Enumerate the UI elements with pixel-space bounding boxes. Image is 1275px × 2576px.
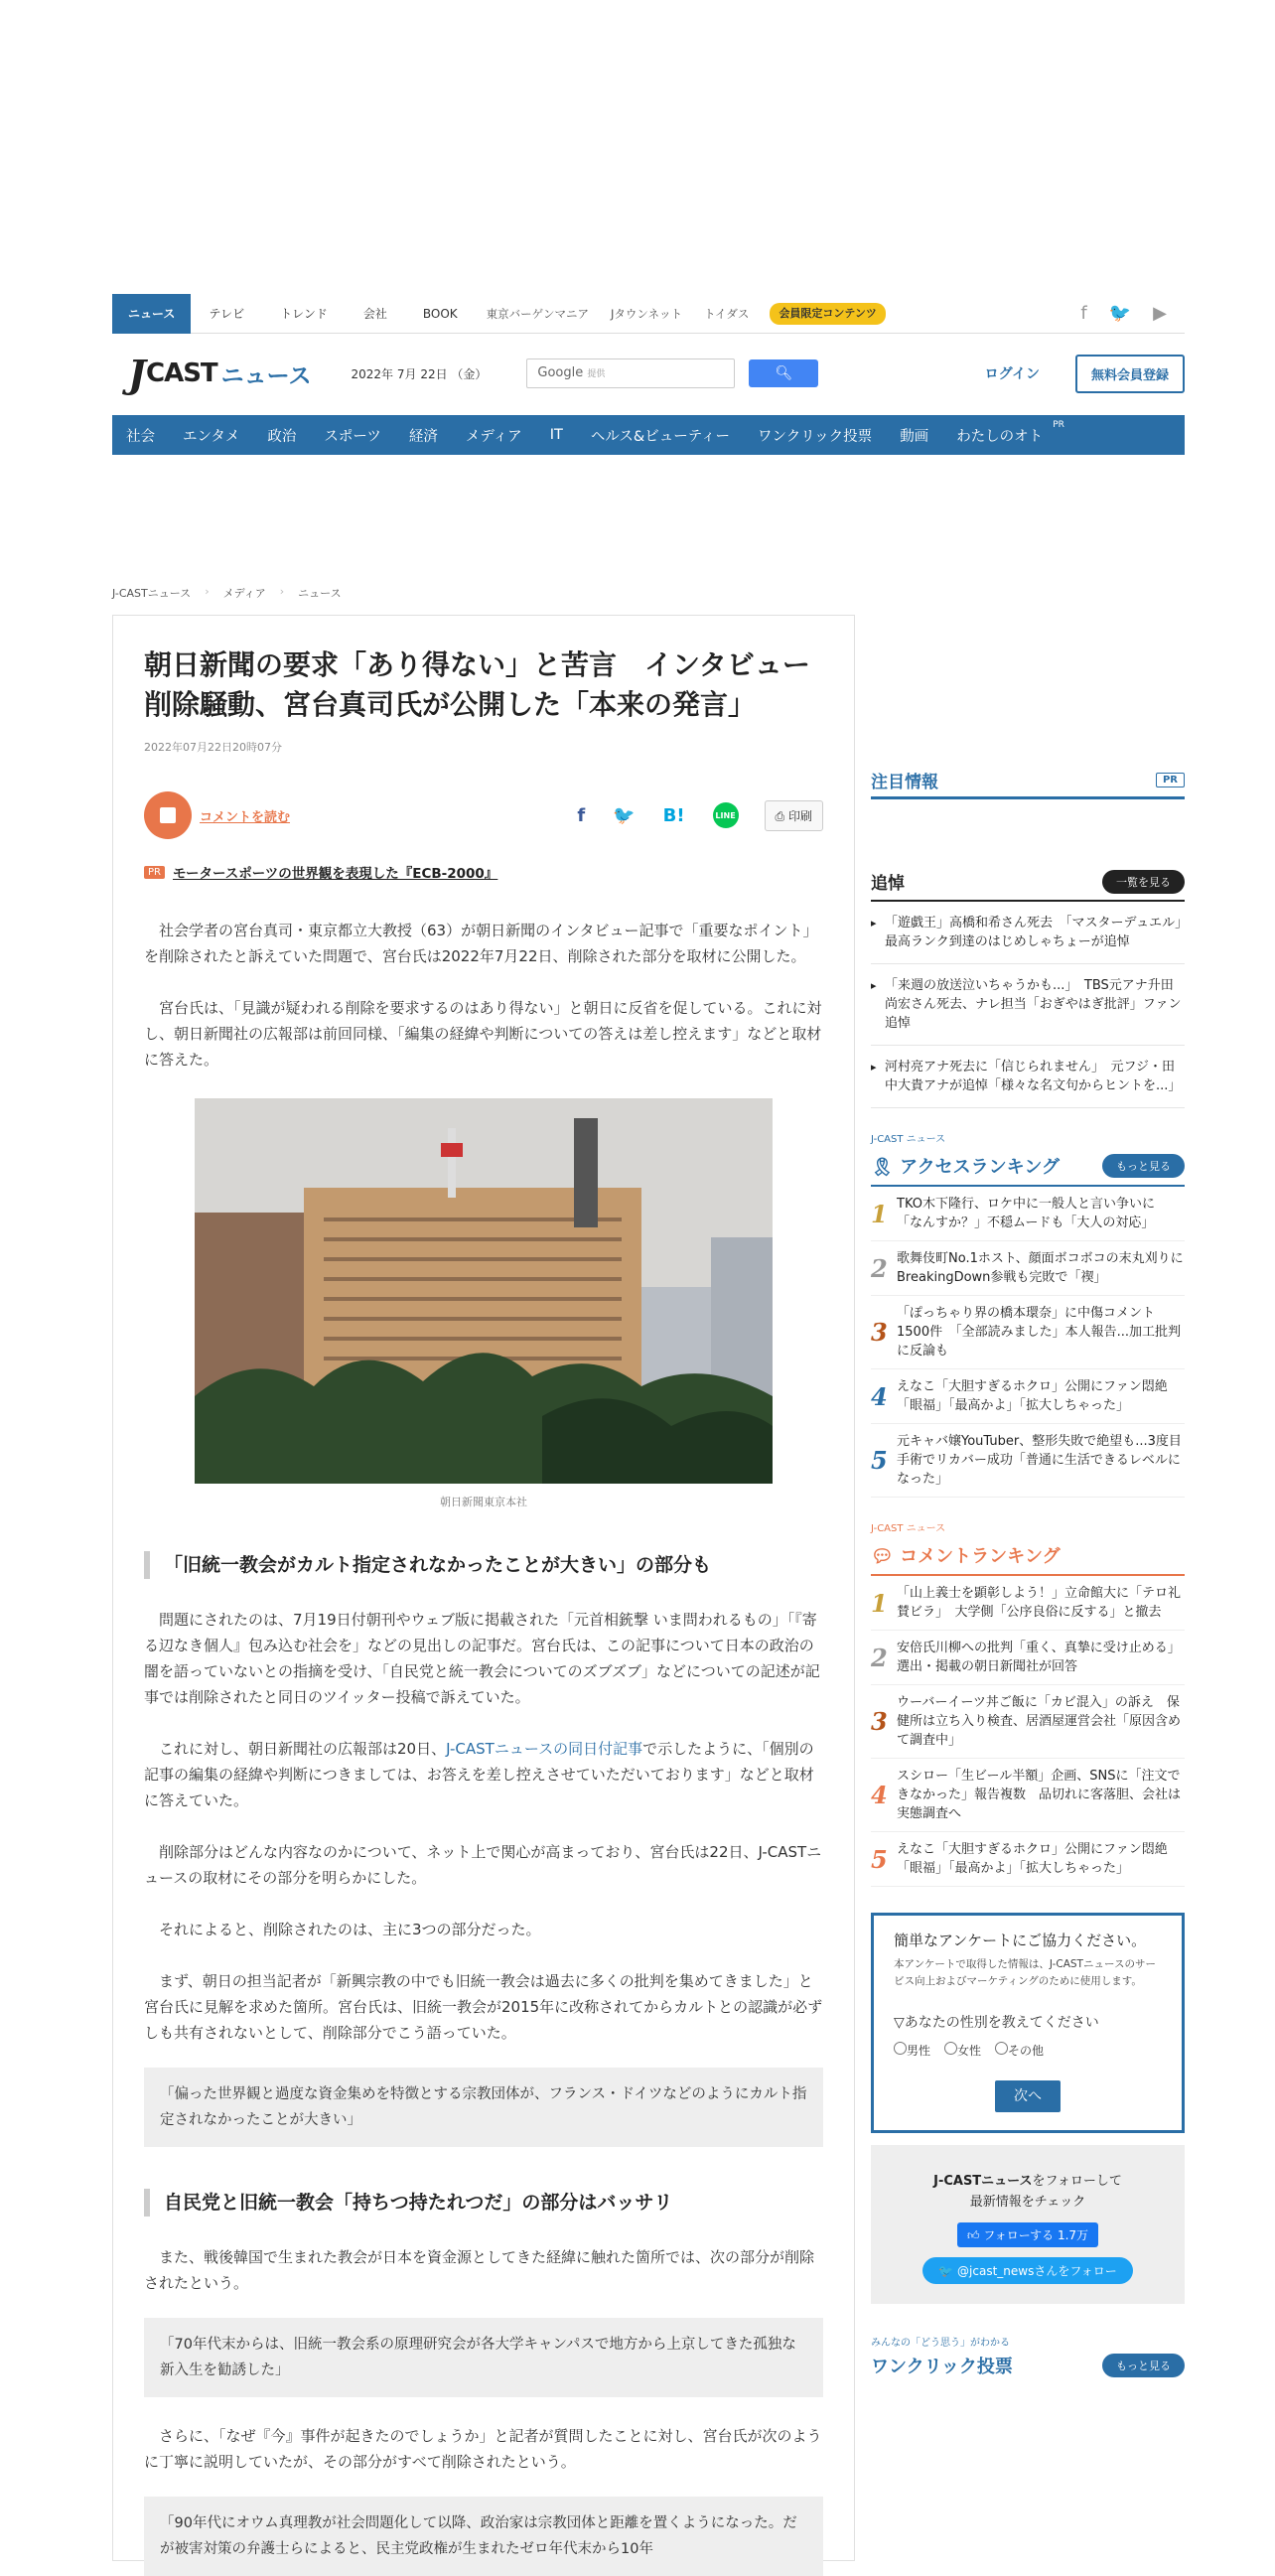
topnav-company[interactable]: 会社 xyxy=(362,306,387,321)
line-share-icon[interactable]: LINE xyxy=(713,802,739,828)
topnav-trend[interactable]: トレンド xyxy=(280,306,328,321)
site-header xyxy=(112,334,1185,413)
ranking-text: 安倍氏川柳への批判「重く、真摯に受け止める」 選出・掲載の朝日新聞社が回答 xyxy=(897,1641,1188,1674)
speech-bubble-icon: 💬︎ xyxy=(871,1546,894,1567)
oneclick-more-button[interactable]: もっと見る xyxy=(1102,2354,1185,2377)
access-ranking-title: アクセスランキング xyxy=(900,1157,1061,1178)
paragraph: さらに、「なぜ『今』事件が起きたのでしょうか」と記者が質問したことに対し、宮台氏が次のように丁寧に説明していたが、その部分がすべて削除されたという。 xyxy=(144,2427,822,2471)
paragraph: また、戦後韓国で生まれた教会が日本を資金源としてきた経緯に触れた箇所では、次の部分が削除されたという。 xyxy=(144,2248,815,2292)
access-more-button[interactable]: もっと見る xyxy=(1102,1154,1185,1178)
article-figure xyxy=(195,1098,773,1509)
quote-block: 「90年代にオウム真理教が社会問題化して以降、政治家は宗教団体と距離を置くようになった。だが被害対策の弁護士らによると、民主党政権が生まれたゼロ年代末から10年 xyxy=(144,2497,823,2576)
ranking-text: 「山上義士を顕彰しよう！」立命館大に「テロ礼賛ビラ」 大学側「公序良俗に反する」と撤去 xyxy=(897,1586,1182,1620)
hatena-share-icon[interactable]: B! xyxy=(662,804,685,826)
breadcrumb-separator: › xyxy=(205,585,210,598)
logo-j: J xyxy=(128,351,146,396)
photo-caption: 朝日新聞東京本社 xyxy=(440,1496,527,1508)
featured-title: 注目情報 xyxy=(871,773,938,792)
survey-title: 簡単なアンケートにご協力ください。 xyxy=(894,1932,1147,1949)
paragraph: それによると、削除されたのは、主に3つの部分だった。 xyxy=(159,1921,541,1938)
search-sub: 提供 xyxy=(587,369,606,379)
register-button[interactable]: 無料会員登録 xyxy=(1075,355,1185,393)
ranking-text: ウーバーイーツ丼ご飯に「カビ混入」の訴え 保健所は立ち入り検査、居酒屋運営会社「原因含めて調査中」 xyxy=(897,1695,1182,1748)
ranking-item[interactable] xyxy=(871,1759,1185,1832)
ranking-item[interactable] xyxy=(871,1832,1185,1887)
printer-icon: ⎙ xyxy=(775,808,785,823)
search-brand: Google xyxy=(537,365,584,380)
quote-block: 「偏った世界観と過度な資金集めを特徴とする宗教団体が、フランス・ドイツなどのようにカルト指定されなかったことが大きい」 xyxy=(144,2068,823,2147)
ranking-item[interactable] xyxy=(871,1631,1188,1685)
facebook-share-icon[interactable]: f xyxy=(577,804,586,826)
access-ranking-list xyxy=(871,1187,1197,1498)
comment-ranking-title: コメントランキング xyxy=(900,1546,1061,1567)
rank-number: 4 xyxy=(871,1381,888,1411)
list-item[interactable]: ▸ 「遊戯王」高橋和希さん死去 「マスターデュエル」最高ランク到達のはじめしゃちょーが追悼 xyxy=(871,902,1185,964)
paragraph: 宮台氏は、「見識が疑われる削除を要求するのはあり得ない」と朝日に反省を促している。これに対し、朝日新聞社の広報部は前回同様、「編集の経緯や判断についての答えは差し控えます」などと取材に答えた。 xyxy=(144,999,822,1069)
main-nav xyxy=(112,415,1185,455)
paragraph: 問題にされたのは、7月19日付朝刊やウェブ版に掲載された「元首相銃撃 いま問われるもの」「『寄る辺なき個人』包み込む社会を」などの見出しの記事だ。宮台氏は、この記事について日本の政治の闇を語っていないとの指摘を受け、「自民党と統一教会についてのズブズブ」などについての記述が記事では削除されたと同日のツイッター投稿で訴えていた。 xyxy=(144,1611,820,1706)
search-area xyxy=(526,358,818,388)
twitter-follow-button[interactable]: 🐦 @jcast_newsさんをフォロー xyxy=(922,2257,1132,2284)
article xyxy=(112,615,855,2561)
article-title: 朝日新聞の要求「あり得ない」と苦言 インタビュー削除騒動、宮台真司氏が公開した「本来の発言」 xyxy=(144,648,810,721)
jcast-label: J-CAST ニュース xyxy=(871,1523,946,1534)
rank-number: 3 xyxy=(871,1707,888,1736)
breadcrumb-media[interactable]: メディア xyxy=(222,587,266,600)
topnav-tv[interactable]: テレビ xyxy=(209,306,245,321)
nav-video[interactable]: 動画 xyxy=(900,428,929,445)
ranking-item[interactable] xyxy=(871,1187,1185,1241)
nav-it[interactable]: IT xyxy=(549,427,563,443)
breadcrumb-separator: › xyxy=(279,585,285,598)
follow-text: J-CASTニュースをフォローして 最新情報をチェック xyxy=(933,2174,1122,2210)
article-photo xyxy=(195,1098,773,1484)
follow-box xyxy=(871,2145,1185,2304)
twitter-icon: 🐦 xyxy=(938,2264,954,2278)
logo-cast: CAST xyxy=(145,358,217,388)
rank-number: 3 xyxy=(871,1318,888,1347)
survey-options xyxy=(894,2042,1162,2059)
quote-block: 「70年代末からは、旧統一教会系の原理研究会が各大学キャンパスで地方から上京してきた孤独な新入生を勧誘した」 xyxy=(144,2318,823,2397)
sns-links xyxy=(1080,303,1185,324)
oneclick-subtitle: みんなの「どう思う」がわかる xyxy=(871,2338,1010,2349)
rank-number: 2 xyxy=(871,1253,888,1283)
comment-ranking-header xyxy=(871,1538,1185,1576)
section-heading: 「旧統一教会がカルト指定されなかったことが大きい」の部分も xyxy=(144,1551,823,1579)
paragraph xyxy=(144,1736,823,1813)
survey-box xyxy=(871,1913,1185,2133)
topnav-jtown[interactable]: Jタウンネット xyxy=(610,306,682,321)
search-button[interactable] xyxy=(749,359,818,387)
nav-myoto[interactable]: わたしのオト xyxy=(956,428,1044,445)
obituary-list xyxy=(871,902,1185,1108)
site-logo[interactable] xyxy=(128,352,312,396)
topnav-book[interactable]: BOOK xyxy=(422,306,458,321)
obituary-title: 追悼 xyxy=(871,874,905,894)
survey-option-male[interactable]: 男性 xyxy=(894,2042,930,2059)
nav-sports[interactable]: スポーツ xyxy=(324,428,381,445)
twitter-share-icon[interactable]: 🐦 xyxy=(613,804,636,826)
ranking-item[interactable] xyxy=(871,1241,1197,1296)
breadcrumb-current: ニュース xyxy=(298,587,342,600)
paragraph: まず、朝日の担当記者が「新興宗教の中でも旧統一教会は過去に多くの批判を集めてきました」と宮台氏に見解を求めた箇所。宮台氏は、旧統一教会が2015年に改称されてからカルトとの認識が必ずしも共有されないとして、削除部分でこう語っていた。 xyxy=(144,1972,823,2042)
nav-oneclick[interactable]: ワンクリック投票 xyxy=(758,428,873,445)
list-item[interactable]: ▸ 「来週の放送泣いちゃうかも...」 TBS元アナ升田尚宏さん死去、ナレ担当「おぎやはぎ批評」ファン追悼 xyxy=(871,964,1185,1046)
nav-economy[interactable]: 経済 xyxy=(408,428,438,445)
comment-ranking-list xyxy=(871,1576,1188,1887)
twitter-icon[interactable]: 🐦 xyxy=(1108,303,1132,324)
article-date: 2022年07月22日20時07分 xyxy=(144,741,282,754)
nav-pr-label: PR xyxy=(1053,420,1064,430)
rank-number: 5 xyxy=(871,1844,888,1874)
facebook-icon[interactable]: f xyxy=(1080,303,1087,324)
oneclick-title: ワンクリック投票 xyxy=(871,2357,1013,2377)
ranking-text: 歌舞伎町No.1ホスト、顔面ボコボコの末丸刈りに BreakingDown参戦も完敗で「禊」 xyxy=(897,1251,1197,1285)
survey-next-button[interactable]: 次へ xyxy=(995,2080,1061,2112)
survey-option-female[interactable]: 女性 xyxy=(944,2042,981,2059)
paragraph: 社会学者の宮台真司・東京都立大教授（63）が朝日新聞のインタビュー記事で「重要なポイント」を削除されたと訴えていた問題で、宮台氏は2022年7月22日、削除された部分を取材に公開した。 xyxy=(144,922,818,965)
ranking-text: 「ぽっちゃり界の橋本環奈」に中傷コメント1500件 「全部読みました」本人報告...加工批判に反論も xyxy=(897,1306,1181,1359)
members-badge[interactable]: 会員限定コンテンツ xyxy=(770,303,885,325)
access-ranking-header xyxy=(871,1149,1185,1187)
ranking-text: えなこ「大胆すぎるホクロ」公開にファン悶絶 「眼福」「最高かよ」「拡大しちゃった」 xyxy=(897,1379,1181,1413)
youtube-icon[interactable]: ▶ xyxy=(1153,303,1167,324)
topnav-bargain[interactable]: 東京バーゲンマニア xyxy=(486,306,589,321)
facebook-follow-button[interactable]: 👍︎ フォローする 1.7万 xyxy=(957,2222,1098,2247)
ribbon-icon: 🎗︎ xyxy=(871,1157,894,1178)
featured-header xyxy=(871,768,1185,799)
list-item[interactable]: ▸ 河村亮アナ死去に「信じられません」 元フジ・田中大貴アナが追悼「様々な名文句からヒントを...」 xyxy=(871,1046,1185,1108)
nav-entame[interactable]: エンタメ xyxy=(183,428,240,445)
ranking-text: えなこ「大胆すぎるホクロ」公開にファン悶絶 「眼福」「最高かよ」「拡大しちゃった」 xyxy=(897,1842,1181,1876)
nav-media[interactable]: メディア xyxy=(465,428,522,445)
breadcrumb-home[interactable]: J-CASTニュース xyxy=(112,587,192,600)
print-label: 印刷 xyxy=(787,808,812,823)
comment-icon[interactable] xyxy=(144,791,192,839)
sidebar xyxy=(871,615,1197,2378)
section-heading: 自民党と旧統一教会「持ちつ持たれつだ」の部分はバッサリ xyxy=(144,2189,823,2217)
paragraph-text: で示したように、「個別の記事の編集の経緯や判断につきましては、お答えを差し控えさせていただいております」などと取材に答えていた。 xyxy=(144,1740,814,1809)
obituary-header xyxy=(871,869,1185,902)
ranking-text: 元キャバ嬢YouTuber、整形失敗で絶望も...3度目手術でリカバー成功「普通に生活できるレベルになった」 xyxy=(897,1434,1182,1487)
featured-pr-badge: PR xyxy=(1156,773,1185,787)
current-date: 2022年 7月 22日 （金） xyxy=(351,366,488,381)
ranking-text: スシロー「生ビール半額」企画、SNSに「注文できなかった」報告複数 品切れに客落胆、会社は実態調査へ xyxy=(897,1769,1182,1821)
paragraph: 削除部分はどんな内容なのかについて、ネット上で関心が高まっており、宮台氏は22日、J-CASTニュースの取材にその部分を明らかにした。 xyxy=(144,1843,822,1887)
rank-number: 2 xyxy=(871,1643,888,1672)
related-article-link[interactable]: J-CASTニュースの同日付記事 xyxy=(446,1740,643,1758)
nav-politics[interactable]: 政治 xyxy=(267,428,297,445)
nav-health[interactable]: ヘルス&ビューティー xyxy=(590,428,731,445)
ranking-item[interactable] xyxy=(871,1424,1185,1498)
topnav-news[interactable]: ニュース xyxy=(112,294,191,334)
ranking-item[interactable] xyxy=(871,1296,1185,1369)
search-input[interactable] xyxy=(526,358,735,388)
survey-question: ▽あなたの性別を教えてください xyxy=(894,2015,1099,2031)
rank-number: 1 xyxy=(871,1588,888,1618)
pr-tag: PR xyxy=(144,866,165,879)
ranking-item[interactable] xyxy=(871,1576,1185,1631)
share-icons xyxy=(577,802,738,828)
paragraph-text: これに対し、朝日新聞社の広報部は20日、 xyxy=(159,1740,447,1758)
logo-news: ニュース xyxy=(220,362,312,389)
share-bar xyxy=(144,790,823,840)
nav-society[interactable]: 社会 xyxy=(126,428,155,445)
breadcrumb xyxy=(112,585,1185,601)
pr-link[interactable]: モータースポーツの世界観を表現した『ECB-2000』 xyxy=(172,866,498,882)
rank-number: 1 xyxy=(871,1199,888,1228)
ranking-text: TKO木下隆行、ロケ中に一般人と言い争いに 「なんすか？」不穏ムードも「大人の対応」 xyxy=(897,1197,1169,1230)
topnav-toidas[interactable]: トイダス xyxy=(704,306,750,321)
survey-option-other[interactable]: その他 xyxy=(995,2042,1044,2059)
rank-number: 4 xyxy=(871,1781,888,1809)
ranking-item[interactable] xyxy=(871,1369,1185,1424)
rank-number: 5 xyxy=(871,1446,888,1475)
comment-link[interactable]: コメントを読む xyxy=(200,809,291,825)
login-link[interactable]: ログイン xyxy=(984,366,1040,382)
print-button[interactable] xyxy=(765,800,823,831)
thumbs-up-icon: 👍︎ xyxy=(966,2228,980,2242)
jcast-label: J-CAST ニュース xyxy=(871,1134,946,1145)
top-nav xyxy=(112,294,1185,334)
oneclick-vote xyxy=(871,2334,1185,2378)
obituary-more-button[interactable]: 一覧を見る xyxy=(1102,870,1185,894)
ranking-item[interactable] xyxy=(871,1685,1185,1759)
search-icon: 🔍︎ xyxy=(775,365,793,381)
survey-description: 本アンケートで取得した情報は、J-CASTニュースのサービス向上およびマーケティングのために使用します。 xyxy=(894,1958,1156,1987)
pr-line xyxy=(144,862,823,882)
